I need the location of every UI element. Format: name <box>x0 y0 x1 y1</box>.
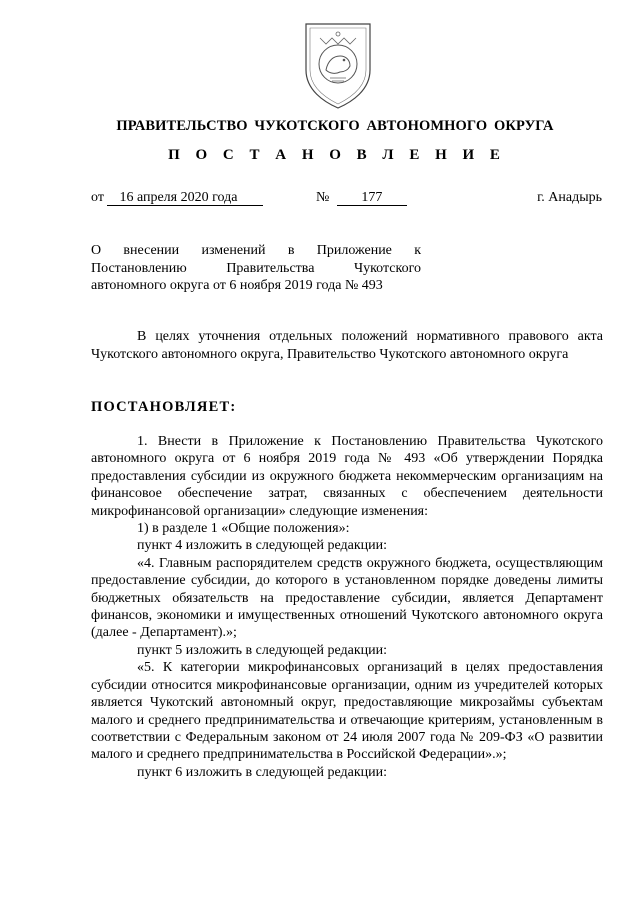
body-paragraph: «5. К категории микрофинансовых организаций в целях предоставления субсидии относится микрофинансовые организации, одним из учредителей которых является Чукотский автономный округ, предоставляющие микрозаймы субъектам малого и среднего предпринимательства и отвечающие критериям, установленным в соответствии с Федеральным законом от 24 июля 2007 года № 209-ФЗ «О развитии малого и среднего предпринимательства в Российской Федерации».»; <box>91 660 603 763</box>
government-title: ПРАВИТЕЛЬСТВО ЧУКОТСКОГО АВТОНОМНОГО ОКРУГА <box>116 118 554 134</box>
body-paragraph: 1) в разделе 1 «Общие положения»: <box>137 521 350 537</box>
body-paragraph: пункт 4 изложить в следующей редакции: <box>137 538 387 554</box>
coat-of-arms-icon <box>300 20 376 110</box>
document-city: г. Анадырь <box>537 190 602 205</box>
body-paragraph: пункт 6 изложить в следующей редакции: <box>137 764 387 780</box>
document-body <box>91 433 603 781</box>
number-line <box>316 190 407 206</box>
body-paragraph: 1. Внести в Приложение к Постановлению Правительства Чукотского автономного округа от 6 ноября 2019 года № 493 «Об утверждении Порядка предоставления субсидии из окружного бюджета некоммерческим организациям на финансовое обеспечение затрат, связанных с обеспечением деятельности микрофинансовой организации» следующие изменения: <box>91 434 603 519</box>
preamble-paragraph: В целях уточнения отдельных положений нормативного правового акта Чукотского автономного округа, Правительство Чукотского автономного округа <box>91 329 603 362</box>
document-date: 16 апреля 2020 года <box>107 190 263 206</box>
body-paragraph: пункт 5 изложить в следующей редакции: <box>137 642 387 658</box>
document-subject: О внесении изменений в Приложение к Постановлению Правительства Чукотского автономного округа от 6 ноября 2019 года № 493 <box>91 243 421 293</box>
resolve-heading: ПОСТАНОВЛЯЕТ: <box>91 399 237 415</box>
number-label: № <box>316 190 330 205</box>
document-number: 177 <box>337 190 407 206</box>
date-prefix-label: от <box>91 190 104 205</box>
document-type-title: П О С Т А Н О В Л Е Н И Е <box>168 147 506 163</box>
date-line <box>91 190 263 206</box>
body-paragraph: «4. Главным распорядителем средств окружного бюджета, осуществляющим предоставление субсидии, до которого в установленном порядке доведены лимиты бюджетных обязательств на предоставление субсидии, является Департамент финансов, экономики и имущественных отношений Чукотского автономного округа (далее - Департамент).»; <box>91 555 603 641</box>
